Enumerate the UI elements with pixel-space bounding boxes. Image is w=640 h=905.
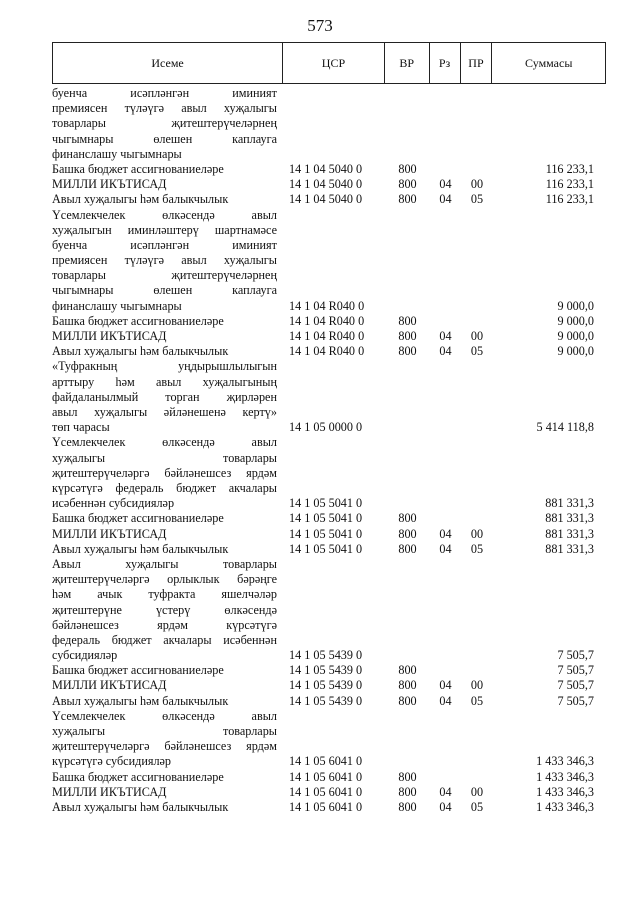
table-row	[52, 314, 606, 329]
row-name-line: чыгымнары өлешен каплауга	[52, 131, 277, 146]
header-rz: Рз	[430, 43, 461, 83]
row-name-line: Башка бюджет ассигнованиеләре	[52, 313, 224, 328]
row-vr: 800	[398, 663, 417, 678]
row-csr: 14 1 04 R040 0	[289, 329, 365, 344]
row-vr: 800	[398, 541, 417, 556]
row-name	[52, 663, 283, 678]
row-name-line: МИЛЛИ ИКЪТИСАД	[52, 526, 167, 541]
row-csr: 14 1 05 5439 0	[289, 648, 363, 663]
row-name	[52, 800, 283, 815]
row-csr: 14 1 04 R040 0	[289, 298, 365, 313]
row-pr: 00	[470, 526, 484, 541]
row-name-line: МИЛЛИ ИКЪТИСАД	[52, 329, 167, 344]
row-name-line: финанслашу чыгымнары	[52, 298, 182, 313]
header-pr: ПР	[461, 43, 493, 83]
row-vr: 800	[398, 784, 417, 799]
row-csr: 14 1 04 R040 0	[289, 313, 365, 328]
table-row	[52, 344, 606, 359]
table-row	[52, 177, 606, 192]
row-name	[52, 542, 283, 557]
row-rz: 04	[439, 800, 452, 815]
table-row	[52, 527, 606, 542]
row-sum: 7 505,7	[557, 648, 594, 663]
row-csr: 14 1 05 6041 0	[289, 769, 363, 784]
table-header	[52, 42, 606, 84]
row-sum: 116 233,1	[545, 177, 594, 192]
row-sum: 881 331,3	[545, 511, 594, 526]
row-pr: 05	[470, 693, 484, 708]
row-name-line: Авыл хуҗалыгы һәм балыкчылык	[52, 541, 229, 556]
row-rz: 04	[439, 784, 452, 799]
row-name-line: Авыл хуҗалыгы товарлары	[52, 556, 277, 571]
row-name-line: Үсемлекчелек өлкәсендә авыл	[52, 207, 277, 222]
row-name-line: Башка бюджет ассигнованиеләре	[52, 511, 224, 526]
row-sum: 1 433 346,3	[536, 800, 594, 815]
row-sum: 881 331,3	[545, 496, 594, 511]
row-rz: 04	[439, 329, 452, 344]
row-rz: 04	[439, 693, 452, 708]
row-name-line: Үсемлекчелек өлкәсендә авыл	[52, 708, 277, 723]
row-sum: 7 505,7	[557, 693, 594, 708]
header-name: Исеме	[53, 43, 283, 83]
row-rz: 04	[439, 526, 452, 541]
table-row	[52, 709, 606, 770]
row-name	[52, 435, 283, 511]
row-name-line: төп чарасы	[52, 420, 110, 435]
row-name-line: исәбеннән субсидияләр	[52, 496, 175, 511]
row-name	[52, 785, 283, 800]
row-name-line: Авыл хуҗалыгы һәм балыкчылык	[52, 344, 229, 359]
row-name	[52, 208, 283, 314]
row-pr: 05	[470, 192, 484, 207]
row-rz: 04	[439, 177, 452, 192]
row-name-line: Авыл хуҗалыгы һәм балыкчылык	[52, 693, 229, 708]
row-vr: 800	[398, 769, 417, 784]
row-vr: 800	[398, 344, 417, 359]
row-name	[52, 709, 283, 770]
row-pr: 05	[470, 541, 484, 556]
table-row	[52, 435, 606, 511]
row-sum: 1 433 346,3	[536, 784, 594, 799]
row-name-line: федераль бюджет акчалары исәбеннән	[52, 632, 277, 647]
row-csr: 14 1 05 5439 0	[289, 678, 363, 693]
row-name	[52, 770, 283, 785]
row-name-line: товарлары җитештерүчеләрнең	[52, 268, 277, 283]
row-name-line: Башка бюджет ассигнованиеләре	[52, 161, 224, 176]
row-vr: 800	[398, 192, 417, 207]
row-name-line: җитештерүчеләргә орлыклык бәрәңге	[52, 572, 277, 587]
row-rz: 04	[439, 541, 452, 556]
row-name-line: авыл хуҗалыгы әйләнешенә кертү»	[52, 405, 277, 420]
row-name-line: файдаланылмый торган җирләрен	[52, 389, 277, 404]
row-name	[52, 344, 283, 359]
header-sum: Суммасы	[525, 55, 573, 70]
row-csr: 14 1 05 0000 0	[289, 420, 363, 435]
row-name	[52, 162, 283, 177]
row-csr: 14 1 05 6041 0	[289, 784, 363, 799]
row-sum: 116 233,1	[545, 161, 594, 176]
table-row	[52, 800, 606, 815]
row-sum: 9 000,0	[557, 298, 594, 313]
row-name-line: субсидияләр	[52, 648, 118, 663]
row-pr: 00	[470, 784, 484, 799]
row-sum: 881 331,3	[545, 526, 594, 541]
row-name-line: хуҗалыгы товарлары	[52, 450, 277, 465]
row-pr: 05	[470, 800, 484, 815]
table-row	[52, 162, 606, 177]
row-name-line: күрсәтүгә субсидияләр	[52, 754, 172, 769]
row-sum: 1 433 346,3	[536, 769, 594, 784]
row-vr: 800	[398, 177, 417, 192]
row-name-line: хуҗалыгын иминләштерү шартнамәсе	[52, 222, 277, 237]
row-csr: 14 1 04 R040 0	[289, 344, 365, 359]
table-row	[52, 86, 606, 162]
table-row	[52, 557, 606, 663]
row-pr: 00	[470, 177, 484, 192]
row-csr: 14 1 05 5439 0	[289, 663, 363, 678]
row-sum: 116 233,1	[545, 192, 594, 207]
header-csr: ЦСР	[283, 43, 385, 83]
row-vr: 800	[398, 693, 417, 708]
row-csr: 14 1 05 6041 0	[289, 800, 363, 815]
row-vr: 800	[398, 161, 417, 176]
row-name-line: Башка бюджет ассигнованиеләре	[52, 663, 224, 678]
row-sum: 7 505,7	[557, 678, 594, 693]
row-name	[52, 314, 283, 329]
table-row	[52, 694, 606, 709]
row-sum: 881 331,3	[545, 541, 594, 556]
table-row	[52, 359, 606, 435]
table-row	[52, 770, 606, 785]
row-vr: 800	[398, 511, 417, 526]
row-name	[52, 192, 283, 207]
row-name-line: премиясен түләүгә авыл хуҗалыгы	[52, 101, 277, 116]
row-sum: 7 505,7	[557, 663, 594, 678]
table-row	[52, 329, 606, 344]
row-vr: 800	[398, 329, 417, 344]
row-pr: 00	[470, 329, 484, 344]
row-name-line: чыгымнары өлешен каплауга	[52, 283, 277, 298]
row-csr: 14 1 05 5439 0	[289, 693, 363, 708]
row-csr: 14 1 04 5040 0	[289, 177, 363, 192]
row-name-line: буенча исәпләнгән иминият	[52, 86, 277, 100]
row-name-line: җитештерүне үстерү өлкәсендә	[52, 602, 277, 617]
row-pr: 00	[470, 678, 484, 693]
row-name	[52, 678, 283, 693]
row-name-line: Башка бюджет ассигнованиеләре	[52, 769, 224, 784]
row-csr: 14 1 05 5041 0	[289, 511, 363, 526]
row-name-line: һәм ачык туфракта яшелчәләр	[52, 587, 277, 602]
row-sum: 9 000,0	[557, 344, 594, 359]
row-name-line: «Туфракның уңдырышлылыгын	[52, 359, 277, 374]
row-name	[52, 177, 283, 192]
table-row	[52, 542, 606, 557]
row-rz: 04	[439, 678, 452, 693]
row-name	[52, 527, 283, 542]
row-sum: 1 433 346,3	[536, 754, 594, 769]
row-name-line: Авыл хуҗалыгы һәм балыкчылык	[52, 800, 229, 815]
row-rz: 04	[439, 344, 452, 359]
row-name-line: товарлары җитештерүчеләрнең	[52, 116, 277, 131]
row-name-line: җитештерүчеләргә бәйләнешсез ярдәм	[52, 465, 277, 480]
row-name-line: Үсемлекчелек өлкәсендә авыл	[52, 435, 277, 450]
row-name-line: Авыл хуҗалыгы һәм балыкчылык	[52, 192, 229, 207]
row-name	[52, 511, 283, 526]
row-name-line: бәйләнешсез ярдәм күрсәтүгә	[52, 617, 277, 632]
page-number: 573	[307, 16, 333, 35]
row-name	[52, 694, 283, 709]
row-name-line: финанслашу чыгымнары	[52, 146, 182, 161]
table-row	[52, 678, 606, 693]
row-csr: 14 1 05 5041 0	[289, 496, 363, 511]
row-csr: 14 1 04 5040 0	[289, 161, 363, 176]
row-name-line: арттыру һәм авыл хуҗалыгының	[52, 374, 277, 389]
row-csr: 14 1 05 5041 0	[289, 541, 363, 556]
row-name-line: буенча исәпләнгән иминият	[52, 237, 277, 252]
row-vr: 800	[398, 678, 417, 693]
table-row	[52, 785, 606, 800]
row-name-line: МИЛЛИ ИКЪТИСАД	[52, 177, 167, 192]
table-row	[52, 511, 606, 526]
row-vr: 800	[398, 313, 417, 328]
row-name	[52, 86, 283, 162]
row-name	[52, 557, 283, 663]
header-vr: ВР	[385, 43, 430, 83]
row-name-line: МИЛЛИ ИКЪТИСАД	[52, 678, 167, 693]
row-csr: 14 1 05 5041 0	[289, 526, 363, 541]
row-name-line: МИЛЛИ ИКЪТИСАД	[52, 784, 167, 799]
row-rz: 04	[439, 192, 452, 207]
row-sum: 9 000,0	[557, 329, 594, 344]
row-name-line: җитештерүчеләргә бәйләнешсез ярдәм	[52, 739, 277, 754]
row-name-line: күрсәтүгә федераль бюджет акчалары	[52, 480, 277, 495]
row-name	[52, 329, 283, 344]
row-vr: 800	[398, 526, 417, 541]
row-sum: 5 414 118,8	[536, 420, 594, 435]
row-name-line: премиясен түләүгә авыл хуҗалыгы	[52, 253, 277, 268]
row-sum: 9 000,0	[557, 313, 594, 328]
row-pr: 05	[470, 344, 484, 359]
table-row	[52, 192, 606, 207]
row-csr: 14 1 04 5040 0	[289, 192, 363, 207]
table-body	[52, 86, 606, 815]
row-name-line: хуҗалыгы товарлары	[52, 724, 277, 739]
row-vr: 800	[398, 800, 417, 815]
row-csr: 14 1 05 6041 0	[289, 754, 363, 769]
row-name	[52, 359, 283, 435]
table-row	[52, 663, 606, 678]
table-row	[52, 208, 606, 314]
